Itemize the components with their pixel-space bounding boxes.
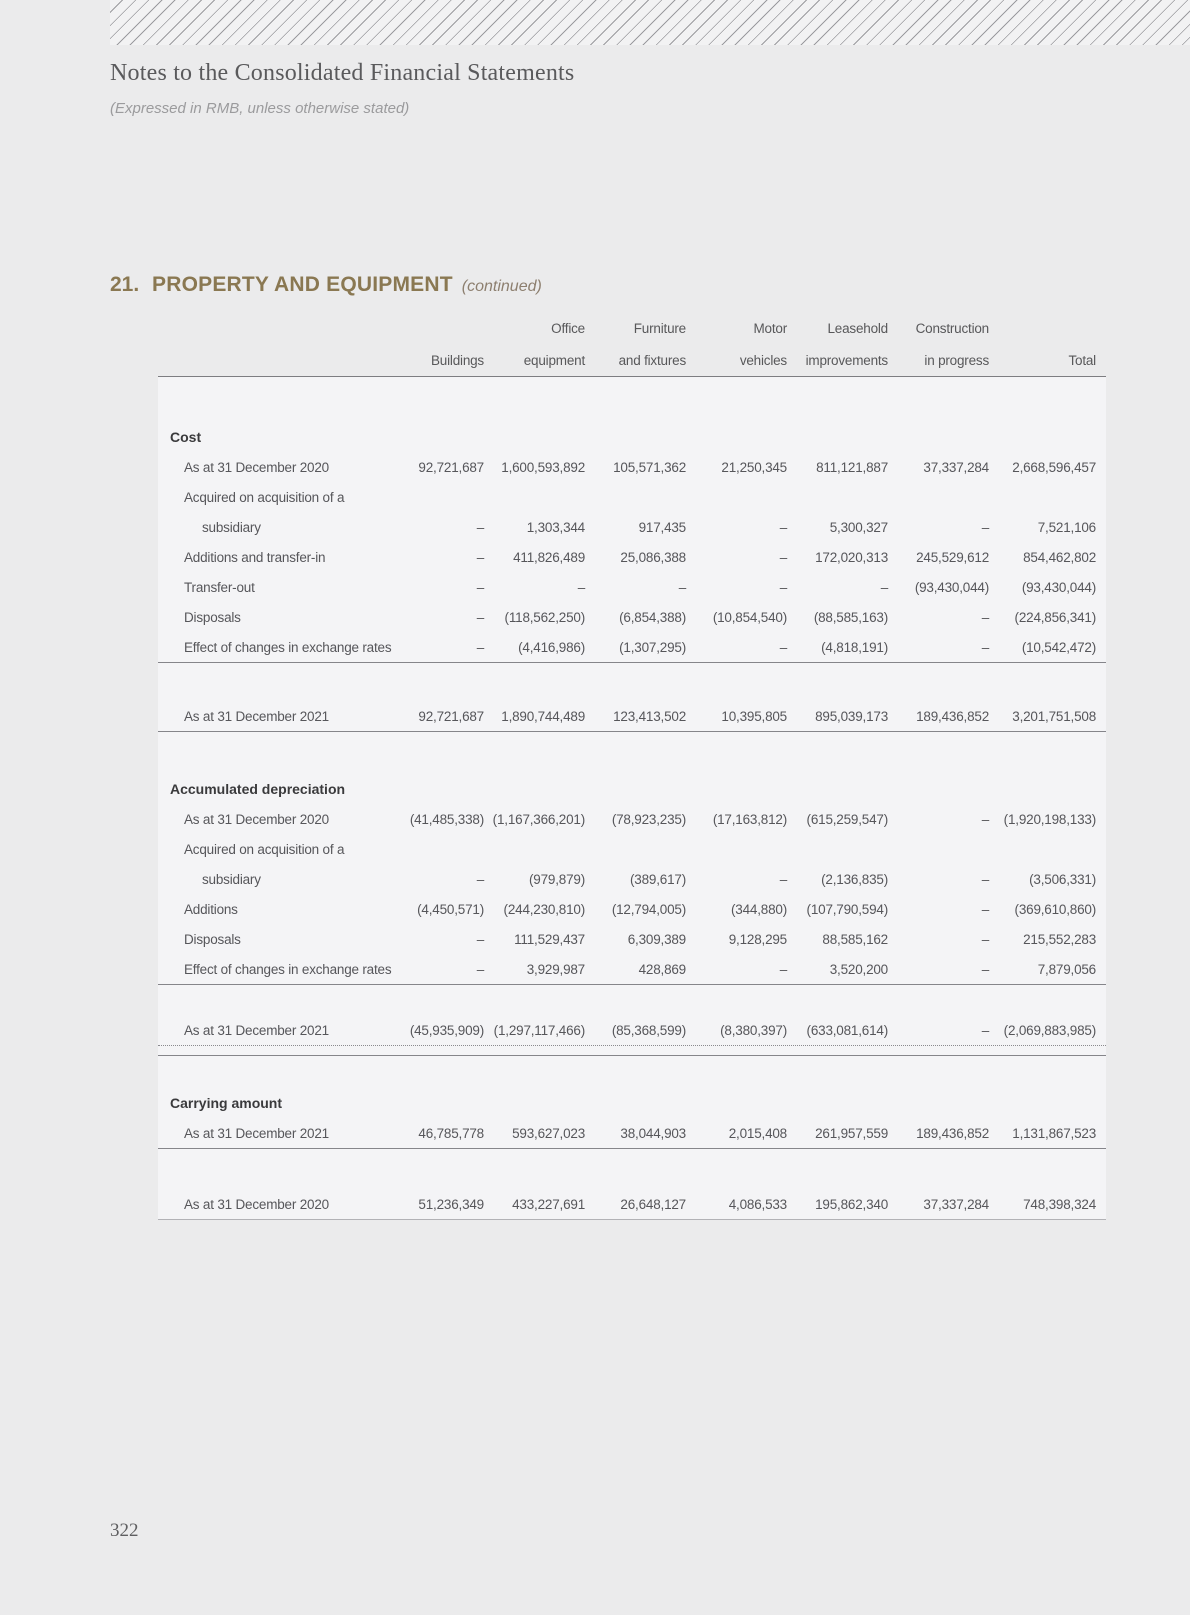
value-cell: – [981,1022,989,1038]
document-title: Notes to the Consolidated Financial Statements [110,60,575,86]
value-cell: (6,854,388) [619,609,686,625]
value-cell: (2,136,835) [821,871,888,887]
table-spacer [158,1046,1106,1055]
value-cell: (10,854,540) [712,609,787,625]
column-header-cell: Motor [753,320,787,336]
column-header-cell: in progress [924,352,989,368]
value-cell: – [779,871,787,887]
section-header-row [158,1088,1106,1118]
value-cell: 245,529,612 [916,549,989,565]
value-cell: (633,081,614) [806,1022,888,1038]
value-cell: 4,086,533 [728,1196,787,1212]
row-label: Transfer-out [184,579,255,595]
row-label: Disposals [184,931,241,947]
value-cell: 25,086,388 [620,549,686,565]
table-spacer [158,732,1106,774]
row-label: Acquired on acquisition of a [184,489,345,505]
value-cell: 411,826,489 [513,549,585,565]
column-header-cell: Construction [915,320,989,336]
value-cell: 7,879,056 [1037,961,1096,977]
value-cell: 3,201,751,508 [1012,708,1096,724]
value-cell: 92,721,687 [418,459,484,475]
table-spacer [158,663,1106,701]
value-cell: – [476,871,484,887]
table-spacer [158,1056,1106,1088]
document-subtitle: (Expressed in RMB, unless otherwise stated) [110,100,410,117]
value-cell: – [880,579,888,595]
table-row [158,632,1106,662]
table-row [158,954,1106,984]
value-cell: 811,121,887 [816,459,888,475]
value-cell: (389,617) [630,871,686,887]
value-cell: (344,880) [731,901,787,917]
table-row [158,572,1106,602]
value-cell: 2,668,596,457 [1012,459,1096,475]
value-cell: (85,368,599) [611,1022,686,1038]
value-cell: 215,552,283 [1023,931,1096,947]
column-header-cell: Leasehold [827,320,888,336]
row-label: As at 31 December 2020 [184,459,329,475]
row-label: subsidiary [202,871,261,887]
column-header-cell: improvements [805,352,888,368]
page-number: 322 [110,1520,139,1541]
value-cell: 111,529,437 [514,931,585,947]
section-header-label: Accumulated depreciation [170,781,346,797]
value-cell: – [678,579,686,595]
value-cell: – [779,519,787,535]
table-body [158,376,1106,1220]
value-cell: 5,300,327 [829,519,888,535]
row-label: Additions [184,901,238,917]
value-cell: – [779,549,787,565]
value-cell: (93,430,044) [914,579,989,595]
value-cell: – [981,519,989,535]
row-label: As at 31 December 2021 [184,1022,329,1038]
table-row [158,864,1106,894]
table-rule [158,1219,1106,1220]
value-cell: – [981,609,989,625]
value-cell: (10,542,472) [1021,639,1096,655]
value-cell: 10,395,805 [721,708,787,724]
value-cell: (1,307,295) [619,639,686,655]
column-header-cell: vehicles [739,352,787,368]
value-cell: – [577,579,585,595]
value-cell: (979,879) [529,871,585,887]
table-column-headers [158,312,1106,376]
value-cell: 21,250,345 [721,459,787,475]
row-label: As at 31 December 2021 [184,708,329,724]
column-header-cell: Total [1068,352,1096,368]
value-cell: 88,585,162 [822,931,888,947]
table-row [158,924,1106,954]
value-cell: 748,398,324 [1023,1196,1096,1212]
section-heading [110,273,542,297]
table-row [158,1015,1106,1045]
row-label: Disposals [184,609,241,625]
value-cell: 3,929,987 [526,961,585,977]
value-cell: 9,128,295 [728,931,787,947]
value-cell: (3,506,331) [1029,871,1096,887]
column-header-cell: equipment [523,352,585,368]
table-row [158,452,1106,482]
value-cell: 92,721,687 [418,708,484,724]
value-cell: 1,600,593,892 [501,459,585,475]
value-cell: (93,430,044) [1021,579,1096,595]
table-row [158,512,1106,542]
value-cell: (78,923,235) [611,811,686,827]
section-header-label: Carrying amount [170,1095,283,1111]
value-cell: 38,044,903 [620,1125,686,1141]
value-cell: 854,462,802 [1023,549,1096,565]
property-equipment-table [158,312,1106,1220]
value-cell: – [476,931,484,947]
value-cell: 26,648,127 [620,1196,686,1212]
value-cell: 433,227,691 [512,1196,585,1212]
column-header-cell: and fixtures [618,352,686,368]
value-cell: (88,585,163) [813,609,888,625]
row-label: Acquired on acquisition of a [184,841,345,857]
row-label: Effect of changes in exchange rates [184,639,392,655]
value-cell: (2,069,883,985) [1003,1022,1096,1038]
value-cell: (1,167,366,201) [492,811,585,827]
row-label: subsidiary [202,519,261,535]
value-cell: 7,521,106 [1037,519,1096,535]
row-label: Additions and transfer-in [184,549,326,565]
table-row [158,1189,1106,1219]
value-cell: (17,163,812) [712,811,787,827]
value-cell: 195,862,340 [815,1196,888,1212]
section-continued-note: (continued) [461,278,542,295]
section-title: PROPERTY AND EQUIPMENT [152,273,453,296]
value-cell: 1,303,344 [526,519,585,535]
section-header-label: Cost [170,429,202,445]
column-header-row [158,344,1106,376]
value-cell: 172,020,313 [815,549,888,565]
value-cell: – [779,579,787,595]
value-cell: 917,435 [638,519,686,535]
row-label: As at 31 December 2020 [184,1196,329,1212]
value-cell: (107,790,594) [806,901,888,917]
value-cell: 37,337,284 [923,459,989,475]
table-row [158,602,1106,632]
value-cell: 123,413,502 [613,708,686,724]
section-header-row [158,422,1106,452]
value-cell: – [779,961,787,977]
value-cell: (4,450,571) [417,901,484,917]
value-cell: – [476,579,484,595]
value-cell: 189,436,852 [916,708,989,724]
table-spacer [158,985,1106,1015]
value-cell: 593,627,023 [512,1125,585,1141]
table-row [158,804,1106,834]
value-cell: – [476,609,484,625]
value-cell: 51,236,349 [418,1196,484,1212]
value-cell: (369,610,860) [1014,901,1096,917]
value-cell: 895,039,173 [815,708,888,724]
table-row [158,834,1106,864]
striped-banner-decoration [110,0,1190,45]
value-cell: (4,818,191) [821,639,888,655]
value-cell: (244,230,810) [503,901,585,917]
value-cell: 37,337,284 [923,1196,989,1212]
value-cell: – [981,931,989,947]
value-cell: 3,520,200 [829,961,888,977]
value-cell: (41,485,338) [409,811,484,827]
column-header-cell: Buildings [431,352,484,368]
section-number: 21. [110,273,140,296]
value-cell: 46,785,778 [418,1125,484,1141]
value-cell: 428,869 [638,961,686,977]
value-cell: (1,297,117,466) [493,1022,585,1038]
row-label: As at 31 December 2020 [184,811,329,827]
table-spacer [158,1149,1106,1189]
value-cell: 189,436,852 [916,1125,989,1141]
value-cell: 1,890,744,489 [501,708,585,724]
section-header-row [158,774,1106,804]
value-cell: – [981,901,989,917]
value-cell: – [476,549,484,565]
value-cell: 2,015,408 [728,1125,787,1141]
value-cell: 105,571,362 [613,459,686,475]
value-cell: (224,856,341) [1014,609,1096,625]
value-cell: (1,920,198,133) [1003,811,1096,827]
table-row [158,482,1106,512]
value-cell: – [981,639,989,655]
row-label: As at 31 December 2021 [184,1125,329,1141]
value-cell: (45,935,909) [409,1022,484,1038]
value-cell: (615,259,547) [806,811,888,827]
row-label: Effect of changes in exchange rates [184,961,392,977]
value-cell: (4,416,986) [518,639,585,655]
value-cell: – [981,961,989,977]
value-cell: – [476,639,484,655]
table-row [158,701,1106,731]
table-row [158,542,1106,572]
value-cell: – [981,871,989,887]
value-cell: (12,794,005) [611,901,686,917]
value-cell: (118,562,250) [504,609,585,625]
column-header-row [158,312,1106,344]
value-cell: – [779,639,787,655]
value-cell: – [476,961,484,977]
table-row [158,894,1106,924]
value-cell: 261,957,559 [815,1125,888,1141]
column-header-cell: Office [551,320,585,336]
value-cell: – [981,811,989,827]
value-cell: 1,131,867,523 [1012,1125,1096,1141]
column-header-cell: Furniture [633,320,686,336]
value-cell: 6,309,389 [627,931,686,947]
value-cell: (8,380,397) [720,1022,787,1038]
table-row [158,1118,1106,1148]
value-cell: – [476,519,484,535]
